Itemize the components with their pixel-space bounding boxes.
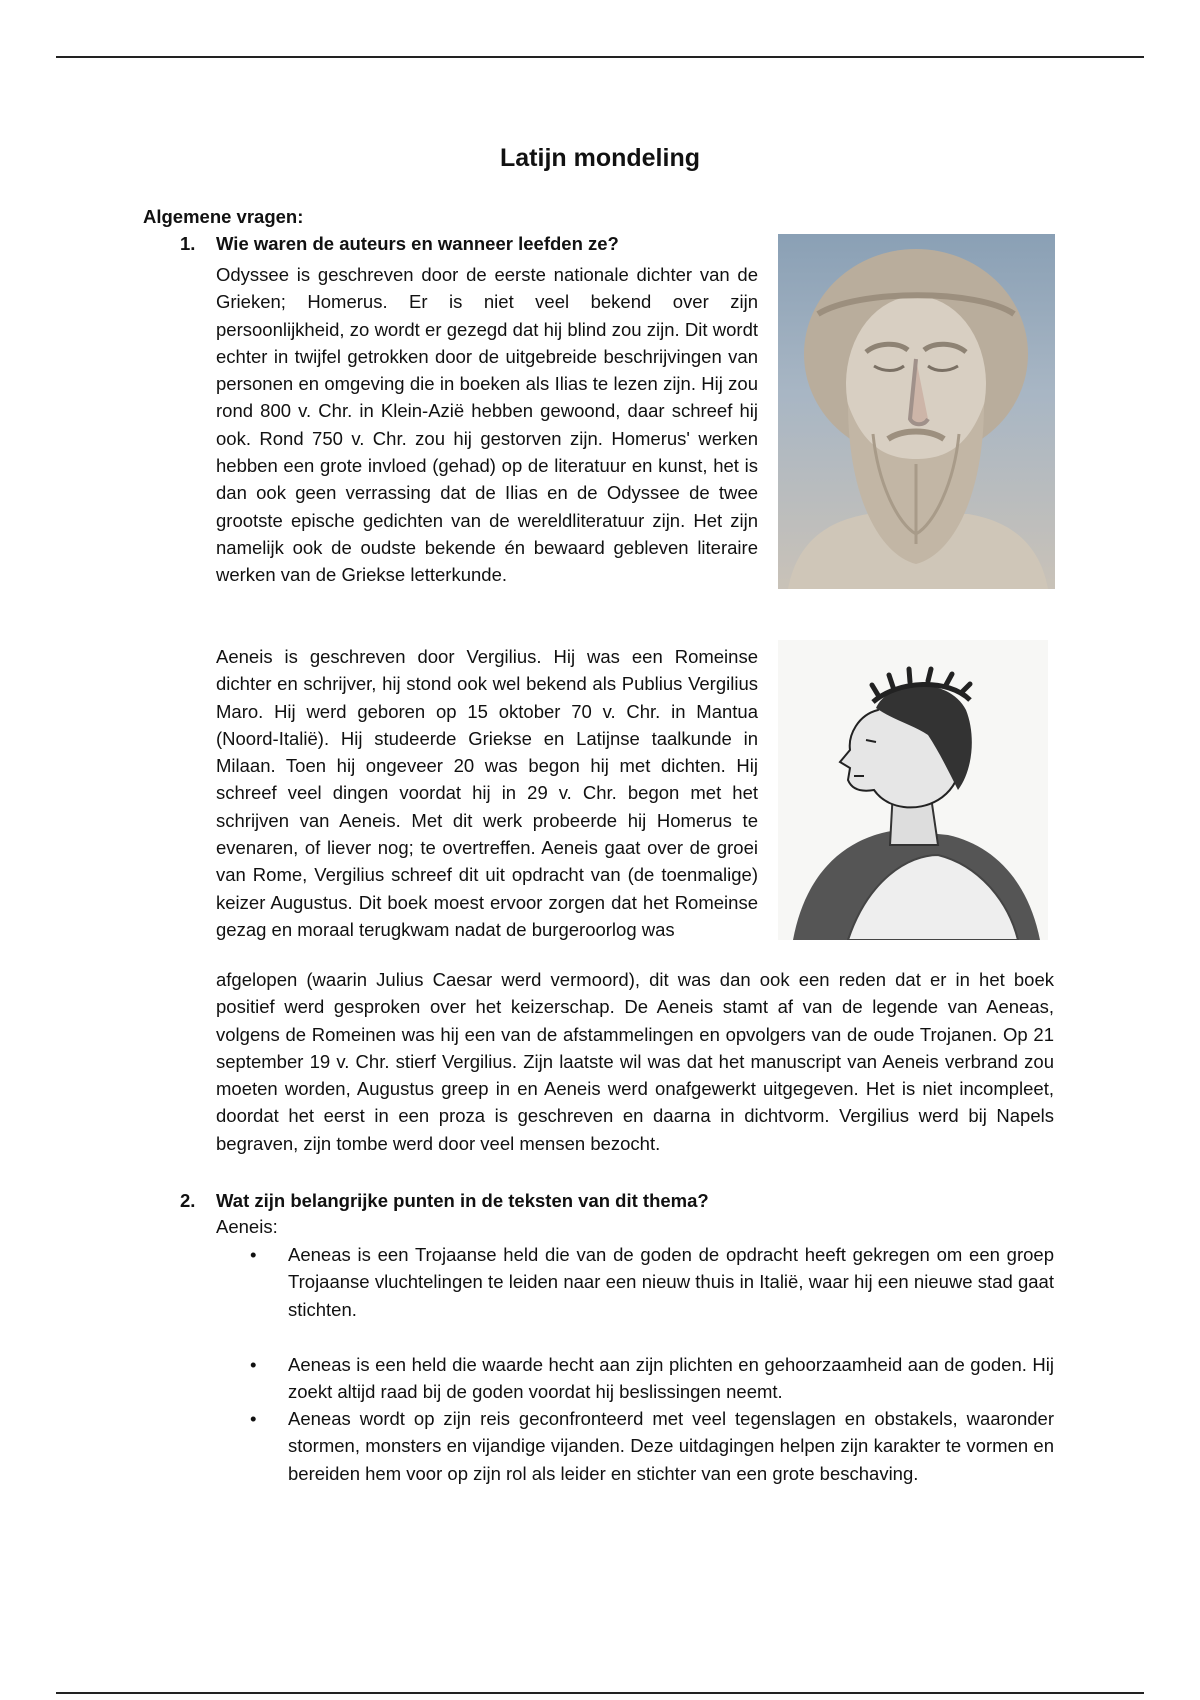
list-item — [250, 1241, 1054, 1323]
aeneis-label: Aeneis: — [216, 1216, 278, 1237]
bullet-icon: • — [250, 1244, 257, 1265]
bullet-icon: • — [250, 1354, 257, 1375]
list-item — [250, 1351, 1054, 1406]
vergilius-paragraph-part2: afgelopen (waarin Julius Caesar werd vermoord), dit was dan ook een reden dat er in het boek positief werd gesproken over het keizerschap. De Aeneis stamt af van de legende van Aeneas, volgens de Romeinen was hij een van de afstammelingen en opvolgers van de oude Trojanen. Op 21 september 19 v. Chr. stierf Vergilius. Zijn laatste wil was dat het manuscript van Aeneis verbrand zou moeten worden, Augustus greep in en Aeneis werd onafgewerkt uitgegeven. Het is niet incompleet, doordat het eerst in een proza is geschreven en daarna in dichtvorm. Vergilius werd bij Napels begraven, zijn tombe werd door veel mensen bezocht. — [216, 969, 1054, 1154]
list-item — [250, 1405, 1054, 1487]
bullet-icon: • — [250, 1408, 257, 1429]
vergilius-engraving-illustration — [778, 640, 1048, 940]
homer-bust-illustration — [778, 234, 1055, 589]
vergilius-paragraph-part1: Aeneis is geschreven door Vergilius. Hij was een Romeinse dichter en schrijver, hij stond ook wel bekend als Publius Vergilius Maro. Hij werd geboren op 15 oktober 70 v. Chr. in Mantua (Noord-Italië). Hij studeerde Griekse en Latijnse taalkunde in Milaan. Toen hij ongeveer 20 was begon hij met dichten. Hij schreef veel dingen voordat hij in 29 v. Chr. begon met het schrijven van Aeneis. Met dit werk probeerde hij Homerus te evenaren, of liever nog; te overtreffen. Aeneis gaat over de groei van Rome, Vergilius schreef dit uit opdracht van (de toenmalige) keizer Augustus. Dit boek moest ervoor zorgen dat het Romeinse gezag en moraal terugkwam nadat de burgeroorlog was — [216, 646, 758, 940]
question-1-text: Wie waren de auteurs en wanneer leefden ze? — [216, 233, 619, 254]
bullet-text-1: Aeneas is een Trojaanse held die van de goden de opdracht heeft gekregen om een groep Trojaanse vluchtelingen te leiden naar een nieuw thuis in Italië, waar hij een nieuwe stad gaat stichten. — [288, 1244, 1054, 1320]
bullet-list-3 — [250, 1405, 1054, 1487]
bullet-list-1 — [250, 1241, 1054, 1323]
bullet-list-2 — [250, 1351, 1054, 1406]
homerus-paragraph: Odyssee is geschreven door de eerste nationale dichter van de Grieken; Homerus. Er is niet veel bekend over zijn persoonlijkheid, zo wordt er gezegd dat hij blind zou zijn. Dit wordt echter in twijfel getrokken door de uitgebreide beschrijvingen van personen en omgeving die in boeken als Ilias te lezen zijn. Hij zou rond 800 v. Chr. in Klein-Azië hebben gewoond, daar schreef hij ook. Rond 750 v. Chr. zou hij gestorven zijn. Homerus' werken hebben een grote invloed (gehad) op de literatuur en kunst, het is dan ook geen verrassing dat de Ilias en de Odyssee de twee grootste epische gedichten van de wereldliteratuur zijn. Het zijn namelijk ook de oudste bekende én bewaard gebleven literaire werken van de Griekse letterkunde. — [216, 264, 758, 586]
vergilius-portrait-image — [778, 640, 1048, 940]
homer-bust-image — [778, 234, 1055, 589]
question-1-number: 1. — [180, 233, 196, 254]
bullet-text-3: Aeneas wordt op zijn reis geconfronteerd met veel tegenslagen en obstakels, waaronder stormen, monsters en vijandige vijanden. Deze uitdagingen helpen zijn karakter te vormen en bereiden hem voor op zijn rol als leider en stichter van een grote beschaving. — [288, 1408, 1054, 1484]
bullet-text-2: Aeneas is een held die waarde hecht aan zijn plichten en gehoorzaamheid aan de goden. Hij zoekt altijd raad bij de goden voordat hij beslissingen neemt. — [288, 1354, 1054, 1403]
top-rule — [56, 56, 1144, 58]
section-heading: Algemene vragen: — [143, 206, 304, 227]
question-2 — [180, 1190, 709, 1212]
question-2-number: 2. — [180, 1190, 196, 1211]
question-1 — [180, 233, 619, 255]
question-2-text: Wat zijn belangrijke punten in de teksten van dit thema? — [216, 1190, 709, 1211]
bottom-rule — [56, 1692, 1144, 1694]
page-title: Latijn mondeling — [500, 144, 700, 172]
